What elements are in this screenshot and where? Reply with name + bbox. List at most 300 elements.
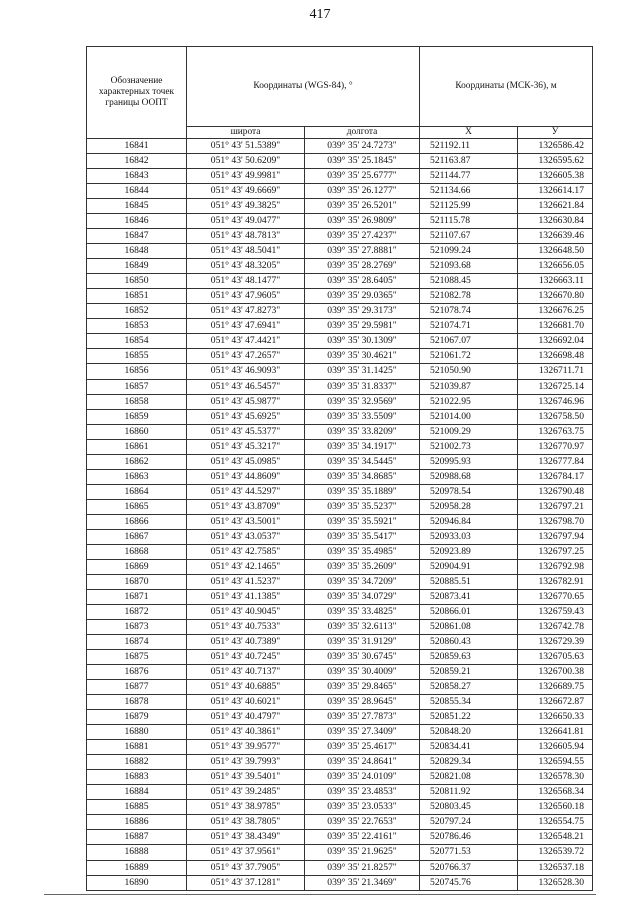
cell-y: 1326676.25 — [518, 304, 593, 319]
cell-point: 16849 — [87, 259, 187, 274]
cell-latitude: 051° 43' 47.9605" — [187, 289, 305, 304]
cell-point: 16887 — [87, 830, 187, 845]
cell-x: 521050.90 — [420, 364, 518, 379]
cell-longitude: 039° 35' 34.0729" — [305, 589, 420, 604]
cell-point: 16877 — [87, 680, 187, 695]
cell-point: 16863 — [87, 469, 187, 484]
cell-x: 520873.41 — [420, 589, 518, 604]
cell-y: 1326711.71 — [518, 364, 593, 379]
table-row — [87, 304, 593, 319]
cell-point: 16842 — [87, 154, 187, 169]
table-row — [87, 650, 593, 665]
cell-x: 521088.45 — [420, 274, 518, 289]
cell-y: 1326700.38 — [518, 665, 593, 680]
cell-x: 520829.34 — [420, 755, 518, 770]
cell-x: 521163.87 — [420, 154, 518, 169]
cell-point: 16879 — [87, 710, 187, 725]
cell-longitude: 039° 35' 33.4825" — [305, 604, 420, 619]
cell-x: 520771.53 — [420, 845, 518, 860]
cell-y: 1326692.04 — [518, 334, 593, 349]
cell-point: 16882 — [87, 755, 187, 770]
table-row — [87, 364, 593, 379]
cell-x: 521115.78 — [420, 214, 518, 229]
cell-longitude: 039° 35' 28.2769" — [305, 259, 420, 274]
cell-y: 1326770.97 — [518, 439, 593, 454]
header-lon: долгота — [305, 127, 420, 139]
cell-longitude: 039° 35' 22.7653" — [305, 815, 420, 830]
table-row — [87, 199, 593, 214]
cell-y: 1326777.84 — [518, 454, 593, 469]
table-header — [87, 47, 593, 139]
cell-x: 521192.11 — [420, 139, 518, 154]
table-row — [87, 740, 593, 755]
cell-point: 16888 — [87, 845, 187, 860]
cell-point: 16883 — [87, 770, 187, 785]
cell-point: 16857 — [87, 379, 187, 394]
table-row — [87, 139, 593, 154]
cell-longitude: 039° 35' 34.7209" — [305, 574, 420, 589]
table-row — [87, 589, 593, 604]
table-row — [87, 454, 593, 469]
cell-latitude: 051° 43' 50.6209" — [187, 154, 305, 169]
table-row — [87, 770, 593, 785]
cell-latitude: 051° 43' 44.5297" — [187, 484, 305, 499]
table-row — [87, 710, 593, 725]
cell-point: 16846 — [87, 214, 187, 229]
cell-x: 521067.07 — [420, 334, 518, 349]
cell-y: 1326746.96 — [518, 394, 593, 409]
cell-x: 520803.45 — [420, 800, 518, 815]
cell-latitude: 051° 43' 42.7585" — [187, 544, 305, 559]
cell-point: 16864 — [87, 484, 187, 499]
cell-longitude: 039° 35' 21.9625" — [305, 845, 420, 860]
cell-y: 1326790.48 — [518, 484, 593, 499]
cell-x: 521022.95 — [420, 394, 518, 409]
cell-latitude: 051° 43' 49.6669" — [187, 184, 305, 199]
cell-longitude: 039° 35' 25.4617" — [305, 740, 420, 755]
cell-longitude: 039° 35' 26.9809" — [305, 214, 420, 229]
cell-y: 1326725.14 — [518, 379, 593, 394]
cell-point: 16860 — [87, 424, 187, 439]
cell-x: 521074.71 — [420, 319, 518, 334]
cell-point: 16874 — [87, 635, 187, 650]
cell-point: 16868 — [87, 544, 187, 559]
cell-x: 520933.03 — [420, 529, 518, 544]
cell-latitude: 051° 43' 38.4349" — [187, 830, 305, 845]
cell-longitude: 039° 35' 24.7273" — [305, 139, 420, 154]
cell-point: 16861 — [87, 439, 187, 454]
cell-longitude: 039° 35' 33.8209" — [305, 424, 420, 439]
cell-y: 1326782.91 — [518, 574, 593, 589]
cell-x: 520904.91 — [420, 559, 518, 574]
cell-y: 1326528.30 — [518, 875, 593, 890]
cell-y: 1326763.75 — [518, 424, 593, 439]
cell-y: 1326770.65 — [518, 589, 593, 604]
table-row — [87, 725, 593, 740]
cell-y: 1326648.50 — [518, 244, 593, 259]
cell-y: 1326698.48 — [518, 349, 593, 364]
cell-latitude: 051° 43' 39.7993" — [187, 755, 305, 770]
cell-longitude: 039° 35' 30.4621" — [305, 349, 420, 364]
cell-latitude: 051° 43' 37.7905" — [187, 860, 305, 875]
cell-latitude: 051° 43' 43.5001" — [187, 514, 305, 529]
cell-latitude: 051° 43' 47.4421" — [187, 334, 305, 349]
cell-point: 16878 — [87, 695, 187, 710]
cell-y: 1326539.72 — [518, 845, 593, 860]
cell-y: 1326548.21 — [518, 830, 593, 845]
cell-point: 16844 — [87, 184, 187, 199]
cell-longitude: 039° 35' 24.0109" — [305, 770, 420, 785]
cell-point: 16866 — [87, 514, 187, 529]
cell-y: 1326729.39 — [518, 635, 593, 650]
cell-point: 16885 — [87, 800, 187, 815]
cell-y: 1326742.78 — [518, 620, 593, 635]
cell-longitude: 039° 35' 31.1425" — [305, 364, 420, 379]
cell-y: 1326672.87 — [518, 695, 593, 710]
cell-longitude: 039° 35' 32.9569" — [305, 394, 420, 409]
cell-y: 1326586.42 — [518, 139, 593, 154]
cell-latitude: 051° 43' 39.9577" — [187, 740, 305, 755]
cell-point: 16843 — [87, 169, 187, 184]
cell-longitude: 039° 35' 22.4161" — [305, 830, 420, 845]
cell-y: 1326681.70 — [518, 319, 593, 334]
table-row — [87, 845, 593, 860]
cell-x: 520859.63 — [420, 650, 518, 665]
cell-y: 1326759.43 — [518, 604, 593, 619]
cell-y: 1326758.50 — [518, 409, 593, 424]
cell-latitude: 051° 43' 37.9561" — [187, 845, 305, 860]
cell-y: 1326630.84 — [518, 214, 593, 229]
cell-latitude: 051° 43' 45.9877" — [187, 394, 305, 409]
table-row — [87, 559, 593, 574]
cell-longitude: 039° 35' 34.1917" — [305, 439, 420, 454]
cell-latitude: 051° 43' 45.0985" — [187, 454, 305, 469]
table-row — [87, 319, 593, 334]
table-row — [87, 514, 593, 529]
cell-latitude: 051° 43' 40.7533" — [187, 620, 305, 635]
cell-latitude: 051° 43' 40.7389" — [187, 635, 305, 650]
table-row — [87, 484, 593, 499]
cell-latitude: 051° 43' 43.8709" — [187, 499, 305, 514]
cell-longitude: 039° 35' 27.7873" — [305, 710, 420, 725]
table-row — [87, 394, 593, 409]
cell-latitude: 051° 43' 45.6925" — [187, 409, 305, 424]
cell-x: 521107.67 — [420, 229, 518, 244]
cell-latitude: 051° 43' 40.6885" — [187, 680, 305, 695]
cell-y: 1326798.70 — [518, 514, 593, 529]
cell-longitude: 039° 35' 29.5981" — [305, 319, 420, 334]
cell-longitude: 039° 35' 31.9129" — [305, 635, 420, 650]
cell-y: 1326554.75 — [518, 815, 593, 830]
cell-x: 521125.99 — [420, 199, 518, 214]
cell-longitude: 039° 35' 23.4853" — [305, 785, 420, 800]
cell-y: 1326578.30 — [518, 770, 593, 785]
cell-y: 1326595.62 — [518, 154, 593, 169]
table-row — [87, 830, 593, 845]
cell-x: 520946.84 — [420, 514, 518, 529]
table-row — [87, 574, 593, 589]
cell-latitude: 051° 43' 40.4797" — [187, 710, 305, 725]
cell-longitude: 039° 35' 30.6745" — [305, 650, 420, 665]
cell-longitude: 039° 35' 21.3469" — [305, 875, 420, 890]
cell-y: 1326656.05 — [518, 259, 593, 274]
cell-latitude: 051° 43' 41.1385" — [187, 589, 305, 604]
table-row — [87, 274, 593, 289]
cell-point: 16854 — [87, 334, 187, 349]
cell-longitude: 039° 35' 25.6777" — [305, 169, 420, 184]
cell-point: 16850 — [87, 274, 187, 289]
cell-point: 16890 — [87, 875, 187, 890]
table-row — [87, 620, 593, 635]
cell-longitude: 039° 35' 27.8881" — [305, 244, 420, 259]
cell-x: 520834.41 — [420, 740, 518, 755]
cell-point: 16876 — [87, 665, 187, 680]
cell-point: 16851 — [87, 289, 187, 304]
cell-longitude: 039° 35' 29.3173" — [305, 304, 420, 319]
cell-x: 520995.93 — [420, 454, 518, 469]
cell-y: 1326797.25 — [518, 544, 593, 559]
cell-longitude: 039° 35' 32.6113" — [305, 620, 420, 635]
table-row — [87, 154, 593, 169]
cell-y: 1326568.34 — [518, 785, 593, 800]
cell-longitude: 039° 35' 21.8257" — [305, 860, 420, 875]
table-row — [87, 289, 593, 304]
table-row — [87, 785, 593, 800]
header-msk: Координаты (МСК-36), м — [420, 47, 593, 127]
cell-longitude: 039° 35' 26.5201" — [305, 199, 420, 214]
table-row — [87, 665, 593, 680]
cell-latitude: 051° 43' 39.5401" — [187, 770, 305, 785]
cell-x: 521078.74 — [420, 304, 518, 319]
header-wgs: Координаты (WGS-84), ° — [187, 47, 420, 127]
cell-y: 1326639.46 — [518, 229, 593, 244]
cell-x: 520745.76 — [420, 875, 518, 890]
cell-point: 16873 — [87, 620, 187, 635]
table-row — [87, 409, 593, 424]
cell-latitude: 051° 43' 39.2485" — [187, 785, 305, 800]
cell-longitude: 039° 35' 27.3409" — [305, 725, 420, 740]
cell-point: 16875 — [87, 650, 187, 665]
cell-y: 1326784.17 — [518, 469, 593, 484]
table-row — [87, 379, 593, 394]
header-point: Обозначение характерных точек границы ООПТ — [87, 47, 187, 139]
table-row — [87, 169, 593, 184]
table-row — [87, 214, 593, 229]
cell-y: 1326792.98 — [518, 559, 593, 574]
cell-longitude: 039° 35' 29.0365" — [305, 289, 420, 304]
cell-x: 520958.28 — [420, 499, 518, 514]
cell-x: 520988.68 — [420, 469, 518, 484]
cell-longitude: 039° 35' 35.1889" — [305, 484, 420, 499]
cell-x: 520923.89 — [420, 544, 518, 559]
table-row — [87, 695, 593, 710]
table-row — [87, 680, 593, 695]
cell-point: 16858 — [87, 394, 187, 409]
table-row — [87, 334, 593, 349]
cell-longitude: 039° 35' 25.1845" — [305, 154, 420, 169]
cell-point: 16862 — [87, 454, 187, 469]
cell-x: 520811.92 — [420, 785, 518, 800]
cell-point: 16848 — [87, 244, 187, 259]
cell-latitude: 051° 43' 38.7805" — [187, 815, 305, 830]
cell-x: 521039.87 — [420, 379, 518, 394]
cell-latitude: 051° 43' 51.5389" — [187, 139, 305, 154]
cell-latitude: 051° 43' 45.5377" — [187, 424, 305, 439]
cell-latitude: 051° 43' 43.0537" — [187, 529, 305, 544]
cell-y: 1326614.17 — [518, 184, 593, 199]
table-body — [87, 139, 593, 891]
cell-x: 521002.73 — [420, 439, 518, 454]
table-row — [87, 259, 593, 274]
cell-x: 521093.68 — [420, 259, 518, 274]
cell-x: 521144.77 — [420, 169, 518, 184]
table-row — [87, 800, 593, 815]
cell-longitude: 039° 35' 28.6405" — [305, 274, 420, 289]
table-row — [87, 815, 593, 830]
cell-longitude: 039° 35' 35.5417" — [305, 529, 420, 544]
cell-longitude: 039° 35' 35.2609" — [305, 559, 420, 574]
bottom-divider — [44, 894, 596, 895]
cell-longitude: 039° 35' 34.5445" — [305, 454, 420, 469]
cell-x: 521134.66 — [420, 184, 518, 199]
cell-x: 520786.46 — [420, 830, 518, 845]
cell-x: 520858.27 — [420, 680, 518, 695]
cell-y: 1326537.18 — [518, 860, 593, 875]
cell-longitude: 039° 35' 31.8337" — [305, 379, 420, 394]
cell-longitude: 039° 35' 30.1309" — [305, 334, 420, 349]
cell-x: 520860.43 — [420, 635, 518, 650]
cell-x: 520766.37 — [420, 860, 518, 875]
cell-x: 520859.21 — [420, 665, 518, 680]
cell-y: 1326594.55 — [518, 755, 593, 770]
cell-point: 16880 — [87, 725, 187, 740]
cell-longitude: 039° 35' 34.8685" — [305, 469, 420, 484]
cell-x: 520866.01 — [420, 604, 518, 619]
cell-longitude: 039° 35' 23.0533" — [305, 800, 420, 815]
cell-point: 16841 — [87, 139, 187, 154]
header-x: X — [420, 127, 518, 139]
cell-latitude: 051° 43' 47.6941" — [187, 319, 305, 334]
cell-x: 520855.34 — [420, 695, 518, 710]
coordinates-table — [86, 46, 593, 891]
table-row — [87, 349, 593, 364]
table-row — [87, 229, 593, 244]
cell-latitude: 051° 43' 38.9785" — [187, 800, 305, 815]
cell-latitude: 051° 43' 49.9981" — [187, 169, 305, 184]
cell-latitude: 051° 43' 48.1477" — [187, 274, 305, 289]
cell-y: 1326605.94 — [518, 740, 593, 755]
cell-latitude: 051° 43' 46.9093" — [187, 364, 305, 379]
cell-latitude: 051° 43' 48.5041" — [187, 244, 305, 259]
cell-x: 520851.22 — [420, 710, 518, 725]
table-row — [87, 499, 593, 514]
cell-latitude: 051° 43' 40.7137" — [187, 665, 305, 680]
cell-latitude: 051° 43' 47.8273" — [187, 304, 305, 319]
cell-x: 520821.08 — [420, 770, 518, 785]
table-row — [87, 424, 593, 439]
cell-latitude: 051° 43' 40.9045" — [187, 604, 305, 619]
cell-longitude: 039° 35' 35.5921" — [305, 514, 420, 529]
cell-longitude: 039° 35' 27.4237" — [305, 229, 420, 244]
cell-point: 16884 — [87, 785, 187, 800]
cell-latitude: 051° 43' 40.7245" — [187, 650, 305, 665]
cell-longitude: 039° 35' 26.1277" — [305, 184, 420, 199]
cell-latitude: 051° 43' 37.1281" — [187, 875, 305, 890]
cell-y: 1326605.38 — [518, 169, 593, 184]
cell-latitude: 051° 43' 48.7813" — [187, 229, 305, 244]
cell-point: 16853 — [87, 319, 187, 334]
cell-y: 1326650.33 — [518, 710, 593, 725]
table-row — [87, 544, 593, 559]
cell-point: 16872 — [87, 604, 187, 619]
cell-x: 521009.29 — [420, 424, 518, 439]
cell-y: 1326641.81 — [518, 725, 593, 740]
cell-latitude: 051° 43' 48.3205" — [187, 259, 305, 274]
cell-x: 520797.24 — [420, 815, 518, 830]
cell-point: 16859 — [87, 409, 187, 424]
table-row — [87, 184, 593, 199]
cell-x: 521099.24 — [420, 244, 518, 259]
header-y: У — [518, 127, 593, 139]
table-row — [87, 604, 593, 619]
cell-point: 16871 — [87, 589, 187, 604]
table-row — [87, 244, 593, 259]
header-lat: широта — [187, 127, 305, 139]
table-row — [87, 439, 593, 454]
cell-latitude: 051° 43' 49.0477" — [187, 214, 305, 229]
cell-latitude: 051° 43' 49.3825" — [187, 199, 305, 214]
cell-longitude: 039° 35' 33.5509" — [305, 409, 420, 424]
cell-point: 16855 — [87, 349, 187, 364]
cell-latitude: 051° 43' 42.1465" — [187, 559, 305, 574]
table-row — [87, 875, 593, 890]
cell-y: 1326663.11 — [518, 274, 593, 289]
cell-latitude: 051° 43' 46.5457" — [187, 379, 305, 394]
cell-longitude: 039° 35' 29.8465" — [305, 680, 420, 695]
cell-y: 1326797.94 — [518, 529, 593, 544]
cell-latitude: 051° 43' 40.3861" — [187, 725, 305, 740]
cell-longitude: 039° 35' 35.4985" — [305, 544, 420, 559]
cell-y: 1326670.80 — [518, 289, 593, 304]
table-row — [87, 529, 593, 544]
cell-longitude: 039° 35' 28.9645" — [305, 695, 420, 710]
cell-point: 16856 — [87, 364, 187, 379]
cell-y: 1326705.63 — [518, 650, 593, 665]
cell-x: 520861.08 — [420, 620, 518, 635]
cell-longitude: 039° 35' 30.4009" — [305, 665, 420, 680]
cell-point: 16889 — [87, 860, 187, 875]
cell-latitude: 051° 43' 40.6021" — [187, 695, 305, 710]
cell-point: 16886 — [87, 815, 187, 830]
cell-point: 16847 — [87, 229, 187, 244]
cell-latitude: 051° 43' 44.8609" — [187, 469, 305, 484]
cell-x: 521061.72 — [420, 349, 518, 364]
cell-latitude: 051° 43' 47.2657" — [187, 349, 305, 364]
cell-point: 16852 — [87, 304, 187, 319]
cell-x: 520885.51 — [420, 574, 518, 589]
cell-x: 520978.54 — [420, 484, 518, 499]
cell-latitude: 051° 43' 41.5237" — [187, 574, 305, 589]
table-row — [87, 469, 593, 484]
cell-longitude: 039° 35' 35.5237" — [305, 499, 420, 514]
table-row — [87, 635, 593, 650]
cell-point: 16870 — [87, 574, 187, 589]
cell-point: 16869 — [87, 559, 187, 574]
cell-y: 1326560.18 — [518, 800, 593, 815]
cell-y: 1326689.75 — [518, 680, 593, 695]
cell-point: 16845 — [87, 199, 187, 214]
cell-y: 1326621.84 — [518, 199, 593, 214]
